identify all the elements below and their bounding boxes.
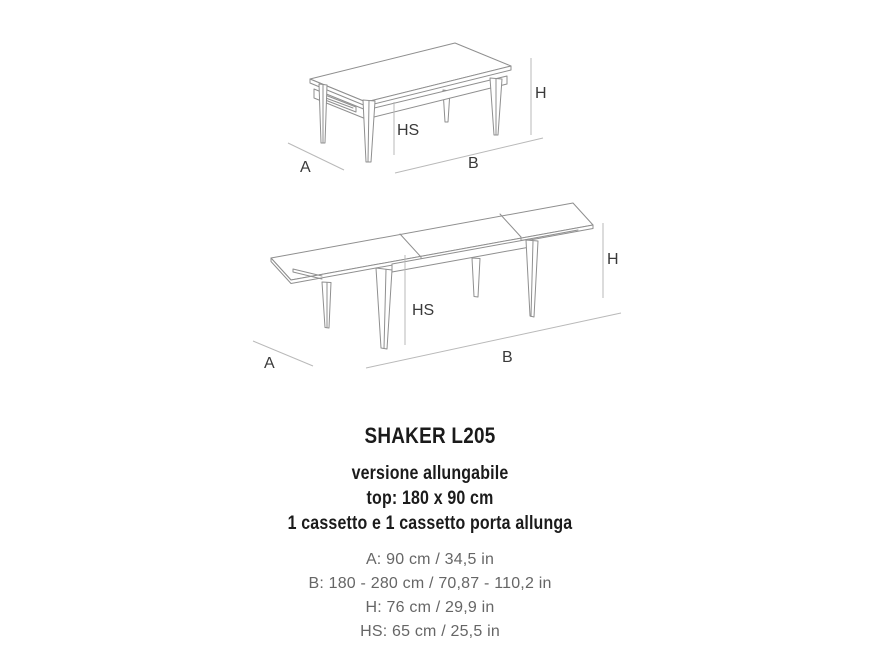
dimension-line-a bbox=[288, 143, 344, 170]
product-subtitle-version: versione allungabile bbox=[351, 463, 509, 484]
extended-table-diagram bbox=[246, 196, 626, 381]
dimension-line-b bbox=[366, 313, 621, 368]
product-specs bbox=[0, 423, 860, 644]
dimension-h-text: H: 76 cm / 29,9 in bbox=[365, 599, 495, 616]
dimension-list bbox=[0, 548, 860, 644]
dimension-label-b: B bbox=[502, 349, 513, 366]
extended-table-drawing bbox=[271, 203, 593, 349]
dimension-hs-text: HS: 65 cm / 25,5 in bbox=[360, 623, 500, 640]
closed-table-drawing bbox=[310, 43, 511, 162]
dimension-a-text: A: 90 cm / 34,5 in bbox=[365, 551, 495, 568]
dimension-label-a: A bbox=[300, 159, 311, 176]
dimension-label-hs: HS bbox=[412, 302, 435, 319]
dimension-label-b: B bbox=[468, 155, 479, 172]
dimension-label-a: A bbox=[264, 355, 275, 372]
dimension-line-a bbox=[253, 341, 313, 366]
dimension-label-hs: HS bbox=[397, 122, 420, 139]
dimension-label-h: H bbox=[535, 85, 547, 102]
dimension-b-text: B: 180 - 280 cm / 70,87 - 110,2 in bbox=[308, 575, 552, 592]
product-subtitle-drawers: 1 cassetto e 1 cassetto porta allunga bbox=[287, 513, 573, 534]
closed-table-diagram bbox=[283, 38, 553, 178]
product-subtitle-top-size: top: 180 x 90 cm bbox=[366, 488, 494, 509]
product-title: SHAKER L205 bbox=[364, 423, 496, 448]
dimension-label-h: H bbox=[607, 251, 619, 268]
